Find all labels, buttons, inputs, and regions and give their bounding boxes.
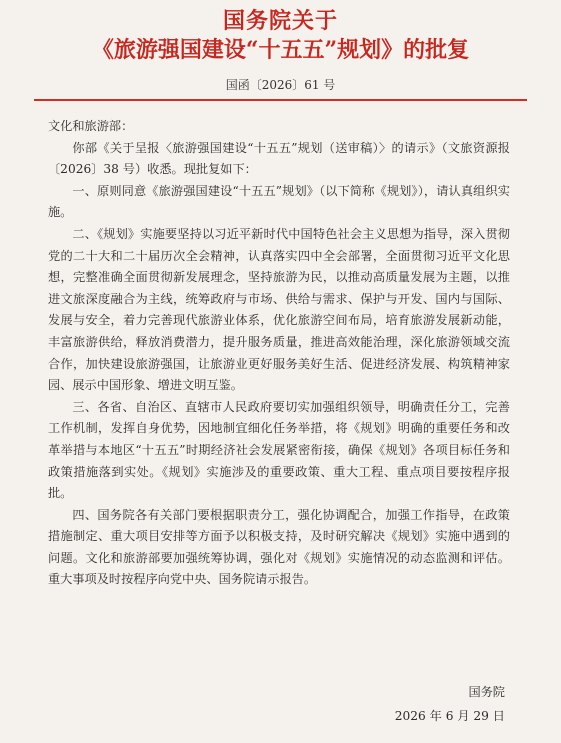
document-title — [0, 8, 561, 64]
title-line-1: 国务院关于 — [222, 8, 338, 34]
document-number: 国函〔2026〕61 号 — [225, 78, 336, 92]
paragraph-4: 四、国务院各有关部门要根据职责分工，强化协调配合，加强工作指导，在政策措施制定、重大项目安排等方面予以积极支持，及时研究解决《规划》实施中遇到的问题。文化和旅游部要加强统筹协调，强化对《规划》实施情况的动态监测和评估。重大事项及时按程序向党中央、国务院请示报告。 — [48, 507, 510, 587]
title-line-2: 《旅游强国建设“十五五”规划》的批复 — [91, 37, 470, 63]
signature-block — [395, 680, 505, 728]
paragraph-intro: 你部《关于呈报〈旅游强国建设“十五五”规划（送审稿）〉的请示》（文旅资源报〔2026〕38 号）收悉。现批复如下： — [48, 140, 510, 177]
red-divider-line — [34, 99, 527, 101]
paragraph-3: 三、各省、自治区、直辖市人民政府要切实加强组织领导，明确责任分工，完善工作机制，发挥自身优势，因地制宜细化任务举措，将《规划》明确的重要任务和改革举措与本地区“十五五”时期经济社会发展紧密衔接，确保《规划》各项目标任务和政策措施落到实处。《规划》实施涉及的重要政策、重大工程、重点项目要按程序报批。 — [48, 399, 510, 501]
issue-date: 2026 年 6 月 29 日 — [394, 709, 505, 723]
paragraph-2: 二、《规划》实施要坚持以习近平新时代中国特色社会主义思想为指导，深入贯彻党的二十大和二十届历次全会精神，认真落实四中全会部署，全面贯彻习近平文化思想，完整准确全面贯彻新发展理念，坚持旅游为民，以推动高质量发展为主题，以推进文旅深度融合为主线，统筹政府与市场、供给与需求、保护与开发、国内与国际、发展与安全，着力完善现代旅游业体系，优化旅游空间布局，培育旅游发展新动能，丰富旅游供给，释放消费潜力，提升服务质量，推进高效能治理，深化旅游领域交流合作，加快建设旅游强国，让旅游业更好服务美好生活、促进经济发展、构筑精神家园、展示中国形象、增进文明互鉴。 — [48, 226, 510, 393]
paragraph-1: 一、原则同意《旅游强国建设“十五五”规划》（以下简称《规划》），请认真组织实施。 — [48, 183, 510, 220]
issuer-name: 国务院 — [468, 685, 505, 699]
document-body — [48, 116, 510, 591]
addressee: 文化和旅游部： — [48, 119, 134, 133]
